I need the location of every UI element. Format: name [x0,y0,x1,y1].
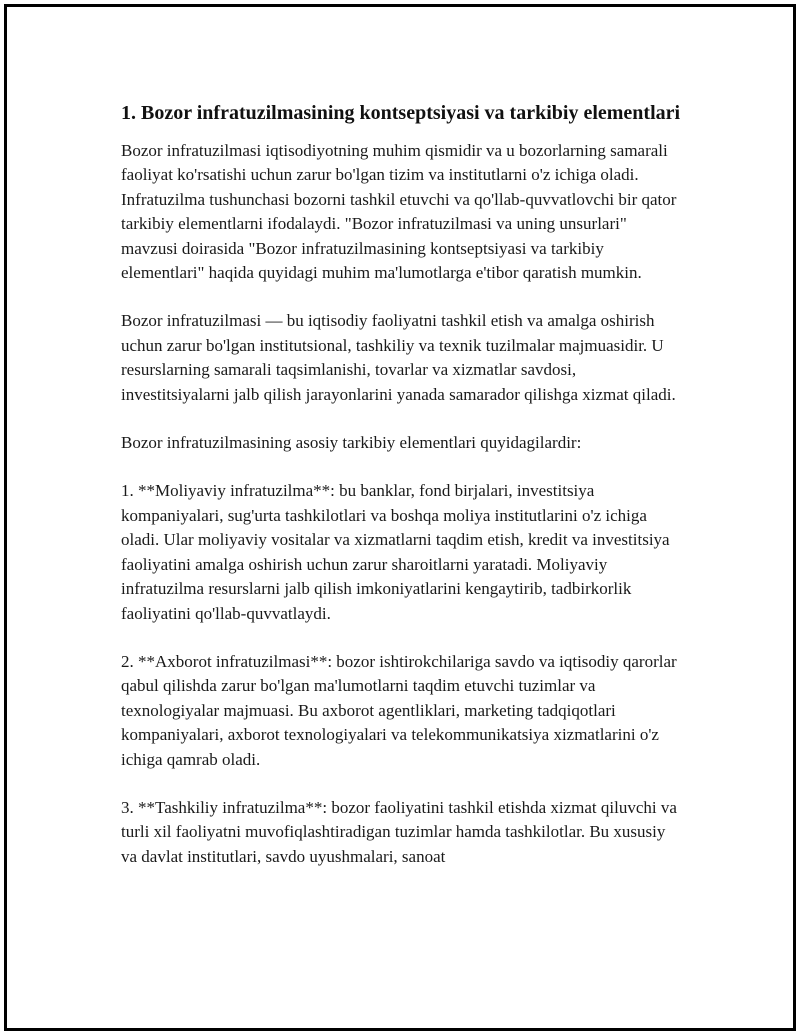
paragraph-financial: 1. **Moliyaviy infratuzilma**: bu banklar, fond birjalari, investitsiya kompaniyalari, sug'urta tashkilotlari va boshqa moliya institutlarini o'z ichiga oladi. Ular moliyaviy vositalar va xizmatlarni taqdim etish, kredit va investitsiya faoliyatini amalga oshirish uchun zarur sharoitlarni yaratadi. Moliyaviy infratuzilma resurslarni jalb qilish imkoniyatlarini kengaytirib, tadbirkorlik faoliyatini qo'llab-quvvatlaydi. [121,481,670,623]
paragraph-intro: Bozor infratuzilmasi iqtisodiyotning muhim qismidir va u bozorlarning samarali faoliyat ko'rsatishi uchun zarur bo'lgan tizim va institutlarni o'z ichiga oladi. Infratuzilma tushunchasi bozorni tashkil etuvchi va qo'llab-quvvatlovchi bir qator tarkibiy elementlarni ifodalaydi. "Bozor infratuzilmasi va uning unsurlari" mavzusi doirasida "Bozor infratuzilmasining kontseptsiyasi va tarkibiy elementlari" haqida quyidagi muhim ma'lumotlarga e'tibor qaratish mumkin. [121,141,677,283]
document-body [121,99,681,893]
document-title: 1. Bozor infratuzilmasining kontseptsiyasi va tarkibiy elementlari [121,102,681,124]
paragraph-elements-intro: Bozor infratuzilmasining asosiy tarkibiy elementlari quyidagilardir: [121,433,582,453]
paragraph-organizational: 3. **Tashkiliy infratuzilma**: bozor faoliyatini tashkil etishda xizmat qiluvchi va turli xil faoliyatni muvofiqlashtiradigan tuzimlar hamda tashkilotlar. Bu xususiy va davlat institutlari, savdo uyushmalari, sanoat [121,797,677,866]
paragraph-definition: Bozor infratuzilmasi — bu iqtisodiy faoliyatni tashkil etish va amalga oshirish uchun zarur bo'lgan institutsional, tashkiliy va texnik tuzilmalar majmuasidir. U resurslarning samarali taqsimlanishi, tovarlar va xizmatlar savdosi, investitsiyalarni jalb qilish jarayonlarini yanada samarador qilishga xizmat qiladi. [121,311,676,404]
paragraph-information: 2. **Axborot infratuzilmasi**: bozor ishtirokchilariga savdo va iqtisodiy qarorlar qabul qilishda zarur bo'lgan ma'lumotlarni taqdim etuvchi tuzimlar va texnologiyalar majmuasi. Bu axborot agentliklari, marketing tadqiqotlari kompaniyalari, axborot texnologiyalari va telekommunikatsiya xizmatlarini o'z ichiga qamrab oladi. [121,651,677,769]
page-frame [4,4,796,1031]
